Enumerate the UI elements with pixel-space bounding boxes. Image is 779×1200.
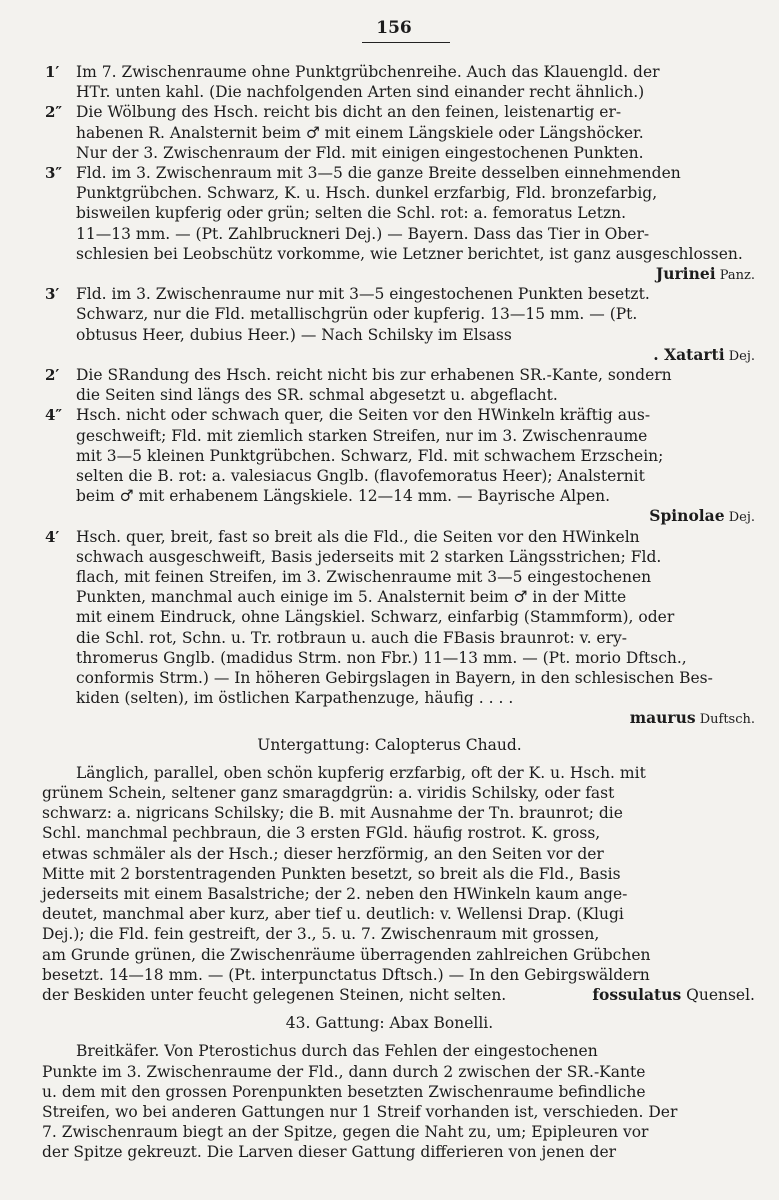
line-text: grünem Schein, seltener ganz smaragdgrün: a. viridis Schilsky, oder fast	[42, 784, 615, 802]
line-text: Fld. im 3. Zwischenraum mit 3—5 die ganze Breite desselben einnehmenden	[76, 164, 681, 182]
line-text: Mitte mit 2 borstentragenden Punkten besetzt, so breit als die Fld., Basis	[42, 864, 621, 883]
line-text: HTr. unten kahl. (Die nachfolgenden Arten sind einander recht ähnlich.)	[76, 83, 645, 102]
genus-heading: 43. Gattung: Abax Bonelli.	[285, 1014, 494, 1033]
line-text: Im 7. Zwischenraume ohne Punktgrübchenreihe. Auch das Klauengld. der	[76, 63, 660, 81]
key-marker: 2″	[45, 103, 63, 122]
species-author: Panz.	[715, 268, 755, 283]
line-text: Dej.); die Fld. fein gestreift, der 3., 5. u. 7. Zwischenraum mit grossen,	[42, 925, 600, 944]
line-text: die Seiten sind längs des SR. schmal abgesetzt u. abgeflacht.	[76, 386, 558, 405]
key-marker: 4′	[45, 527, 60, 546]
line-text: mit einem Eindruck, ohne Längskiel. Schwarz, einfarbig (Stammform), oder	[76, 608, 675, 627]
line-text: schwach ausgeschweift, Basis jederseits mit 2 starken Längsstrichen; Fld.	[76, 547, 662, 566]
subgenus-heading: Untergattung: Calopterus Chaud.	[257, 735, 522, 754]
key-marker: 3″	[45, 164, 63, 182]
key-marker: 4″	[45, 406, 63, 425]
line-text: besetzt. 14—18 mm. — (Pt. interpunctatus Dftsch.) — In den Gebirgswäldern	[42, 965, 650, 984]
line-text: Punkte im 3. Zwischenraume der Fld., dann durch 2 zwischen der SR.-Kante	[42, 1062, 646, 1081]
line-text: etwas schmäler als der Hsch.; dieser herzförmig, an den Seiten vor der	[42, 844, 604, 863]
line-text: obtusus Heer, dubius Heer.) — Nach Schilsky im Elsass	[76, 325, 512, 344]
line-text: jederseits mit einem Basalstriche; der 2. neben den HWinkeln kaum ange-	[42, 885, 628, 903]
line-text: am Grunde grünen, die Zwischenräume überragenden zahlreichen Grübchen	[42, 945, 651, 964]
species-author: Dej.	[724, 348, 755, 364]
header-rule	[362, 42, 450, 43]
line-text: Schwarz, nur die Fld. metallischgrün oder kupferig. 13—15 mm. — (Pt.	[76, 305, 638, 324]
species-author: Dej.	[724, 510, 755, 526]
line-text: Fld. im 3. Zwischenraume nur mit 3—5 eingestochenen Punkten besetzt.	[76, 285, 650, 304]
line-text: beim ♂ mit erhabenem Längskiele. 12—14 mm. — Bayrische Alpen.	[76, 487, 611, 506]
key-marker: 1′	[45, 63, 60, 81]
line-text: Länglich, parallel, oben schön kupferig erzfarbig, oft der K. u. Hsch. mit	[76, 763, 646, 782]
line-text: Die SRandung des Hsch. reicht nicht bis zur erhabenen SR.-Kante, sondern	[76, 366, 672, 384]
line-text: Die Wölbung des Hsch. reicht bis dicht an den feinen, leistenartig er-	[76, 103, 622, 122]
line-text: conformis Strm.) — In höheren Gebirgslagen in Bayern, in den schlesischen Bes-	[76, 669, 713, 687]
line-text: Punkten, manchmal auch einige im 5. Analsternit beim ♂ in der Mitte	[76, 588, 627, 607]
line-text: mit 3—5 kleinen Punktgrübchen. Schwarz, Fld. mit schwachem Erzschein;	[76, 446, 664, 465]
line-text: Hsch. quer, breit, fast so breit als die Fld., die Seiten vor den HWinkeln	[76, 527, 640, 546]
line-text: habenen R. Analsternit beim ♂ mit einem Längskiele oder Längshöcker.	[76, 123, 644, 142]
line-text: thromerus Gnglb. (madidus Strm. non Fbr.) 11—13 mm. — (Pt. morio Dftsch.,	[76, 648, 687, 667]
line-text: 7. Zwischenraum biegt an der Spitze, gegen die Naht zu, um; Epipleuren vor	[42, 1123, 649, 1142]
species-author: Quensel.	[681, 986, 755, 1004]
line-text: schlesien bei Leobschütz vorkomme, wie Letzner berichtet, ist ganz ausgeschlossen.	[76, 244, 743, 263]
line-text: flach, mit feinen Streifen, im 3. Zwischenraume mit 3—5 eingestochenen	[76, 568, 652, 586]
line-text: deutet, manchmal aber kurz, aber tief u. deutlich: v. Wellensi Drap. (Klugi	[42, 905, 624, 924]
key-marker: 3′	[45, 285, 60, 304]
line-text: Schl. manchmal pechbraun, die 3 ersten FGld. häufig rostrot. K. gross,	[42, 824, 601, 843]
species-name: Jurinei Panz.	[655, 264, 755, 283]
line-text: geschweift; Fld. mit ziemlich starken Streifen, nur im 3. Zwischenraume	[76, 426, 648, 445]
line-text: selten die B. rot: a. valesiacus Gnglb. (flavofemoratus Heer); Analsternit	[76, 467, 645, 485]
line-text: kiden (selten), im östlichen Karpathenzuge, häufig . . . .	[76, 689, 514, 708]
line-text: Streifen, wo bei anderen Gattungen nur 1 Streif vorhanden ist, verschieden. Der	[42, 1103, 678, 1121]
page-number: 156	[376, 18, 412, 38]
line-text: der Beskiden unter feucht gelegenen Steinen, nicht selten.	[42, 986, 507, 1004]
key-marker: 2′	[45, 366, 60, 384]
species-name: Spinolae Dej.	[649, 506, 755, 526]
species-name: . Xatarti Dej.	[653, 344, 755, 364]
line-text: die Schl. rot, Schn. u. Tr. rotbraun u. auch die FBasis braunrot: v. ery-	[76, 628, 627, 647]
line-text: schwarz: a. nigricans Schilsky; die B. mit Ausnahme der Tn. braunrot; die	[42, 804, 623, 823]
line-text: Nur der 3. Zwischenraum der Fld. mit einigen eingestochenen Punkten.	[76, 143, 644, 162]
line-text: bisweilen kupferig oder grün; selten die Schl. rot: a. femoratus Letzn.	[76, 204, 627, 223]
line-text: Breitkäfer. Von Pterostichus durch das Fehlen der eingestochenen	[76, 1042, 598, 1061]
species-author: Duftsch.	[695, 712, 755, 728]
species-name: fossulatus Quensel.	[592, 985, 755, 1004]
species-name: maurus Duftsch.	[629, 708, 755, 728]
line-text: Hsch. nicht oder schwach quer, die Seiten vor den HWinkeln kräftig aus-	[76, 406, 651, 425]
line-text: der Spitze gekreuzt. Die Larven dieser Gattung differieren von jenen der	[42, 1143, 617, 1162]
line-text: Punktgrübchen. Schwarz, K. u. Hsch. dunkel erzfarbig, Fld. bronzefarbig,	[76, 184, 658, 203]
line-text: 11—13 mm. — (Pt. Zahlbruckneri Dej.) — Bayern. Dass das Tier in Ober-	[76, 224, 650, 243]
line-text: u. dem mit den grossen Porenpunkten besetzten Zwischenraume befindliche	[42, 1082, 646, 1101]
